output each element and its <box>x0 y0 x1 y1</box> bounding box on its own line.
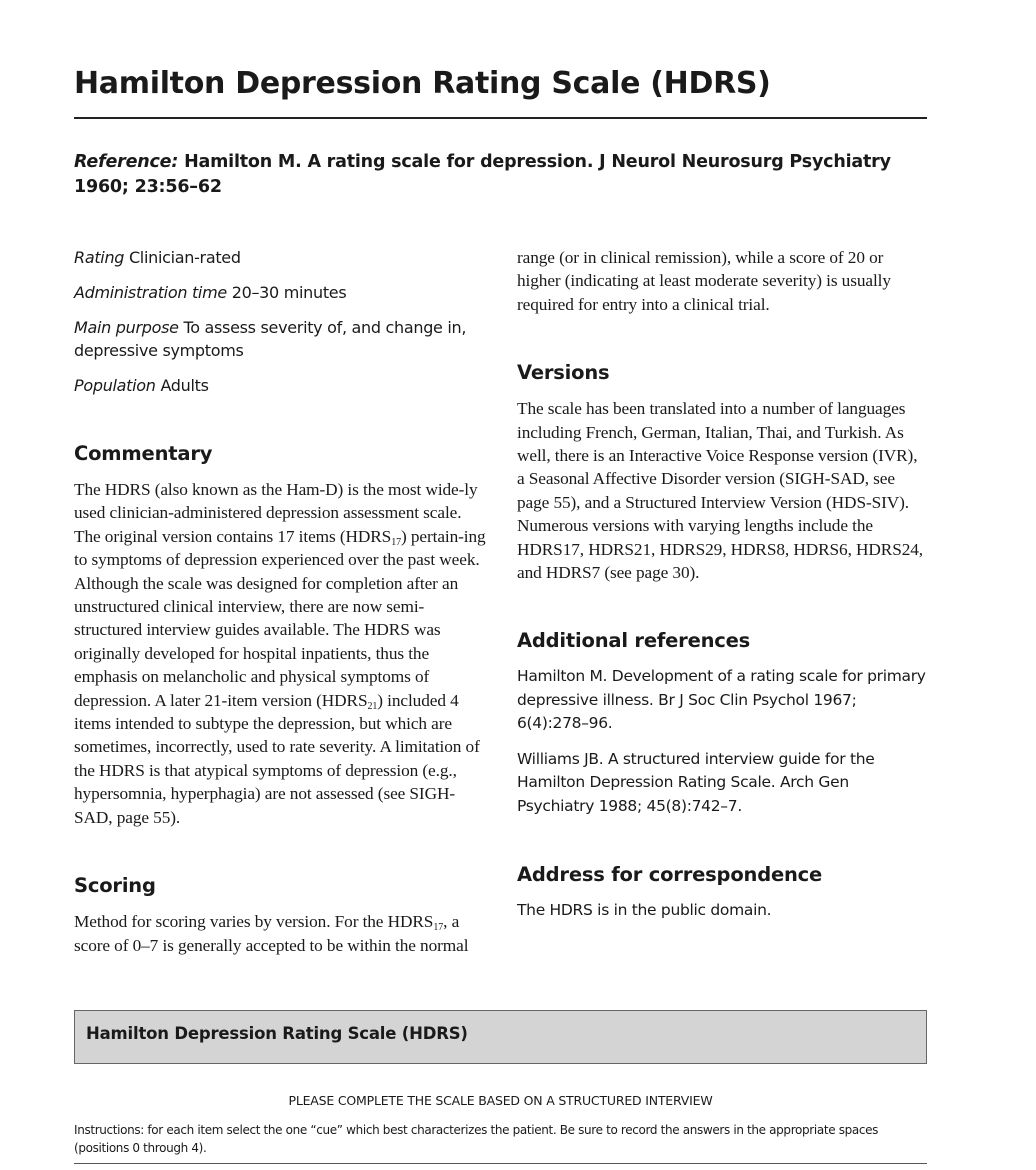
additional-reference-1: Hamilton M. Development of a rating scale for primary depressive illness. Br J Soc Clin Psychol 1967; 6(4):278–96. <box>517 667 926 733</box>
scoring-part-1: Method for scoring varies by version. For the HDRS <box>74 912 434 932</box>
bottom-divider <box>74 1163 927 1164</box>
address-heading: Address for correspondence <box>517 862 823 886</box>
meta-main-purpose-label: Main purpose <box>74 318 179 337</box>
meta-rating-value: Clinician-rated <box>128 248 241 267</box>
meta-population <box>74 374 486 397</box>
title-divider <box>74 117 927 119</box>
reference-label: Reference: <box>74 152 179 172</box>
commentary-part-1: The HDRS (also known as the Ham-D) is the most wide-ly used clinician-administered depression assessment scale. The original version contains 17 items (HDRS <box>74 480 478 546</box>
meta-admin-time-value: 20–30 minutes <box>231 283 347 302</box>
meta-population-label: Population <box>74 376 156 395</box>
scoring-continued: range (or in clinical remission), while a score of 20 or higher (indicating at least moderate severity) is usually required for entry into a clinical trial. <box>517 248 891 314</box>
commentary-heading: Commentary <box>74 442 213 465</box>
meta-main-purpose <box>74 316 486 362</box>
meta-rating <box>74 246 486 269</box>
commentary-part-3: ) included 4 items intended to subtype the depression, but which are sometimes, incorrectly, used to rate severity. A limitation of the HDRS is that atypical symptoms of depression (e.g., hypersomnia, hyperphagia) are not assessed (see SIGH-SAD, page 55). <box>74 690 480 827</box>
commentary-subscript-2: 21 <box>367 700 378 712</box>
meta-population-value: Adults <box>160 376 209 395</box>
meta-admin-time-label: Administration time <box>74 283 227 302</box>
left-column <box>74 246 486 957</box>
scale-instructions: Instructions: for each item select the one “cue” which best characterizes the patient. Be sure to record the answers in the appropriate spaces (positions 0 through 4). <box>74 1123 879 1155</box>
scoring-text <box>74 910 486 957</box>
versions-heading: Versions <box>517 361 610 385</box>
scoring-heading: Scoring <box>74 874 156 898</box>
versions-text: The scale has been translated into a number of languages including French, German, Italian, Thai, and Turkish. As well, there is an Interactive Voice Response version (IVR), a Seasonal Affective Disorder version (SIGH-SAD, see page 55), and a Structured Interview Version (HDS-SIV). Numerous versions with varying lengths include the HDRS17, HDRS21, HDRS29, HDRS8, HDRS6, HDRS24, and HDRS7 (see page 30). <box>517 399 924 583</box>
right-column <box>517 246 929 922</box>
scoring-part-2: , a score of 0–7 is generally accepted to be within the normal <box>74 912 469 955</box>
scale-instruction-heading: PLEASE COMPLETE THE SCALE BASED ON A STRUCTURED INTERVIEW <box>288 1093 713 1108</box>
additional-references-heading: Additional references <box>517 629 751 653</box>
commentary-text <box>74 478 486 829</box>
meta-rating-label: Rating <box>74 248 125 267</box>
additional-reference-2: Williams JB. A structured interview guide for the Hamilton Depression Rating Scale. Arch Gen Psychiatry 1988; 45(8):742–7. <box>517 749 875 815</box>
meta-main-purpose-value: To assess severity of, and change in, depressive symptoms <box>74 318 467 360</box>
reference-text: Hamilton M. A rating scale for depression. J Neurol Neurosurg Psychiatry 1960; 23:56–62 <box>74 152 891 197</box>
meta-admin-time <box>74 281 486 304</box>
scale-title-box <box>74 1010 927 1064</box>
scale-box-title: Hamilton Depression Rating Scale (HDRS) <box>86 1024 468 1043</box>
commentary-part-2: ) pertain-ing to symptoms of depression experienced over the past week. Although the scale was designed for completion after an unstructured clinical interview, there are now semi-structured interview guides available. The HDRS was originally developed for hospital inpatients, thus the emphasis on melancholic and physical symptoms of depression. A later 21-item version (HDRS <box>74 526 486 710</box>
commentary-subscript-1: 17 <box>391 536 401 548</box>
scoring-subscript: 17 <box>433 922 444 934</box>
reference <box>74 150 934 200</box>
address-text: The HDRS is in the public domain. <box>517 900 772 919</box>
page-title: Hamilton Depression Rating Scale (HDRS) <box>74 66 771 101</box>
